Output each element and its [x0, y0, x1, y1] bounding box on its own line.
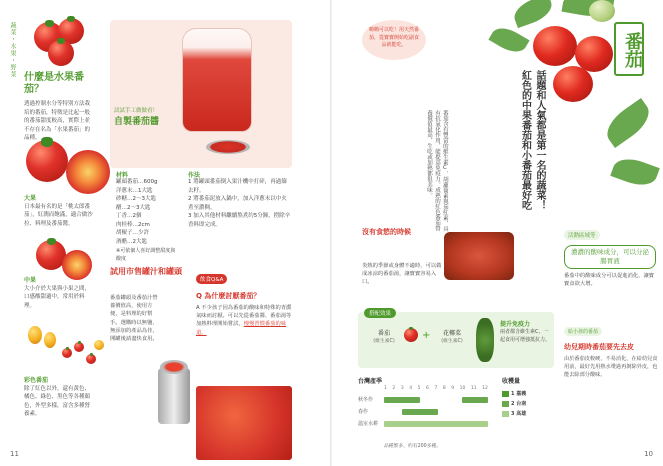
variety-name: 彩色番茄 [24, 377, 49, 384]
tomato-can-photo [158, 368, 190, 424]
tomato-on-vine [533, 26, 577, 66]
note-tag: 給小孩的番茄 [564, 327, 602, 336]
pairing-result-text: 兩者都含維生素C，一起食用可增強抵抗力。 [500, 329, 551, 343]
right-page [332, 0, 663, 466]
harvest-item-text: 3 高雄 [511, 411, 527, 417]
broccoli-photo [476, 318, 494, 362]
pairing-tomato-icon [404, 328, 418, 342]
tomato-on-vine [589, 0, 615, 22]
steps-list [188, 178, 292, 229]
side-tab: 蔬菜・水果・野菜 [9, 22, 16, 78]
month-label: 2 [392, 386, 396, 391]
variety-colored [24, 376, 94, 418]
green-box-text: 番茄中的酸味成分可以促進消化，讓寶寶食欲大增。 [564, 273, 655, 288]
month-label: 6 [426, 386, 429, 391]
season-title: 台灣產季 [358, 378, 383, 385]
pairing-item-name: 番茄 [377, 330, 390, 337]
tomato-can-top [160, 360, 188, 374]
recipe-title: 自製番茄醬 [114, 117, 160, 127]
green-info-box [564, 222, 656, 292]
months-axis [384, 386, 488, 391]
season-row-label: 春作 [358, 409, 369, 415]
qa-tag: 飲食Q&A [196, 274, 227, 284]
page-number: 10 [644, 450, 653, 458]
pairing-tag: 搭配效果 [364, 308, 396, 318]
month-label: 3 [400, 386, 404, 391]
leaf-shape [488, 22, 529, 57]
pairing-result-head: 提升免疫力 [500, 321, 531, 328]
section-title: 番茄 [614, 22, 644, 76]
pairing-box [358, 312, 554, 368]
materials-label: 材料 [116, 172, 129, 179]
material-item: 洋蔥末…1大匙 [116, 187, 153, 194]
tomato-soup-photo [444, 232, 514, 280]
pairing-item-name: 花椰菜 [442, 330, 461, 337]
harvest-title: 收穫量 [502, 378, 521, 385]
variety-desc: 日本最有名的是「桃太郎番茄」，紅潤而飽滿，適合做沙拉、料理及番茄醬。 [24, 204, 93, 227]
qa-answer: A 不少孩子因為番茄的酸味和特殊的青澀氣味而討厭。可以先從番茄醬、番茄湯等加熱料理開始嘗試， [196, 305, 292, 328]
green-box-tag: 活動區域等 [564, 230, 600, 240]
snack-text: 炎熱的季節或身體不適時，可以做成冰涼的番茄湯，讓寶寶容易入口。 [362, 263, 442, 286]
material-item: 醋…2～3大匙 [116, 204, 151, 211]
left-page [0, 0, 331, 466]
material-item: 酒醋…2大匙 [116, 238, 147, 245]
recipe-title-block [114, 106, 172, 127]
season-chart [358, 376, 554, 456]
material-item: 罐頭番茄…600g [116, 179, 158, 185]
yellow-tomato-photo [28, 326, 42, 344]
harvest-item-text: 1 嘉義 [511, 391, 527, 397]
materials-list [116, 178, 178, 264]
season-row-label: 溫室水耕 [358, 421, 379, 427]
variety-name: 中果 [24, 277, 37, 284]
large-tomato-photo [26, 140, 68, 182]
month-label: 1 [384, 386, 387, 391]
ketchup-jar-photo [182, 28, 252, 132]
harvest-item [502, 410, 526, 417]
note-heading: 幼兒期時番茄要先去皮 [564, 343, 634, 351]
step-item: 1 將罐頭番茄倒入果汁機中打碎，再過篩去籽。 [188, 179, 287, 194]
qa-answer-highlight: 慢慢習慣番茄的味道。 [196, 321, 287, 336]
cherry-tomato-photo [94, 340, 104, 350]
cherry-tomato-photo [74, 342, 84, 352]
season-note: 品種繁多，約有200多種。 [384, 444, 442, 449]
harvest-item [502, 400, 526, 407]
variety-name: 大果 [24, 195, 37, 202]
variety-desc: 除了紅色以外，還有黃色、橘色、綠色、黑色等各種顏色，外型多樣，富含多種營養素。 [24, 386, 91, 417]
qa-question: Q 為什麼討厭番茄？ [196, 292, 261, 300]
material-item: 砂糖…2～3大匙 [116, 196, 156, 203]
page-number: 11 [10, 450, 19, 458]
tomato-photo [48, 40, 74, 66]
recipe-photo-panel [110, 20, 292, 168]
leaf-shape [610, 153, 660, 191]
materials-note: ※可依個人喜好調整甜度與酸度 [116, 248, 176, 262]
pairing-item-sub: (維生素C) [441, 339, 463, 344]
intro-text: 透過控制水分等特別方法栽培的番茄，特徵是比起一般的番茄甜度較高，實際上並不存在名為「水果番茄」的品種。 [24, 101, 91, 142]
note-text: 由於番茄皮較硬，不易消化，在給幼兒食用前，最好先用熱水燙過再剝除外皮，也能去除部分酸味。 [564, 356, 658, 379]
month-label: 4 [409, 386, 413, 391]
cherry-tomato-photo [62, 348, 72, 358]
buy-text: 番茄罐頭及番茄汁營養價值高，使用方便，是料理的好幫手。選購時以無鹽、無添加的產品為佳，開罐後請盡快食用。 [110, 295, 158, 343]
qa-section [196, 266, 292, 396]
main-headline: 話題和人氣都是第一名的蔬菜！紅色的中果番茄和小番茄最好吃 [519, 70, 545, 210]
recipe-subtitle: 試試手工做做看！ [114, 108, 159, 114]
pairing-result [500, 320, 552, 344]
season-bar [384, 421, 488, 427]
month-label: 9 [451, 386, 455, 391]
season-bar [384, 397, 420, 403]
speech-bubble: 嗨嗨可以吃！用天然番茄，從寶寶開始吃副食品就能吃。 [362, 20, 426, 60]
harvest-item-text: 2 台南 [511, 401, 527, 407]
material-item: 胡椒子…少許 [116, 230, 150, 237]
spoon-photo [206, 140, 250, 154]
month-label: 11 [470, 386, 477, 391]
page-heading: 什麼是水果番茄？ [24, 72, 84, 95]
pairing-item-2 [432, 328, 472, 344]
season-bar [402, 409, 438, 415]
month-label: 12 [482, 386, 488, 391]
plus-icon: + [422, 330, 431, 341]
step-item: 2 將番茄泥放入鍋中，加入洋蔥末以中火煮至濃稠。 [188, 196, 287, 211]
month-label: 10 [459, 386, 466, 391]
material-item: 肉桂棒…2cm [116, 221, 150, 228]
variety-desc: 大小介於大果與小果之間，口感酸甜適中，常用於料理。 [24, 286, 91, 309]
qa-answer-block [196, 304, 292, 337]
variety-large [24, 194, 94, 228]
step-item: 3 加入其他材料繼續熬煮約5分鐘，撈除辛香料即完成。 [188, 213, 291, 228]
tomato-on-vine [553, 66, 593, 102]
main-text: 番茄含有豐富的維生素C、胡蘿蔔素與茄紅素，具有抗氧化作用，能提高免疫力。成熟的紅色番茄營養價值最高，生吃或加熱都很美味。 [425, 110, 448, 232]
pairing-item-1 [364, 328, 404, 344]
tomato-sauce-photo [196, 386, 292, 460]
leaf-shape [600, 98, 656, 148]
yellow-tomato-photo [44, 332, 56, 348]
variety-medium [24, 276, 94, 310]
green-box-highlight: 濃濃的酸味成分，可以分泌腸胃液 [564, 245, 656, 269]
month-label: 7 [434, 386, 438, 391]
month-label: 5 [417, 386, 421, 391]
month-label: 8 [442, 386, 446, 391]
season-row-label: 秋冬作 [358, 397, 374, 403]
peel-note-box [564, 318, 658, 379]
cherry-tomato-photo [86, 354, 96, 364]
buy-heading: 試用市售罐汁和罐頭 [110, 267, 182, 276]
material-item: 丁香…2個 [116, 213, 142, 220]
pairing-item-sub: (維生素C) [373, 339, 395, 344]
season-bar [462, 397, 488, 403]
snack-heading: 沒有食慾的時候 [362, 228, 411, 236]
cut-tomato-photo [66, 150, 110, 194]
steps-label: 作法 [188, 172, 201, 179]
harvest-item [502, 390, 526, 397]
leaf-shape [510, 0, 555, 28]
